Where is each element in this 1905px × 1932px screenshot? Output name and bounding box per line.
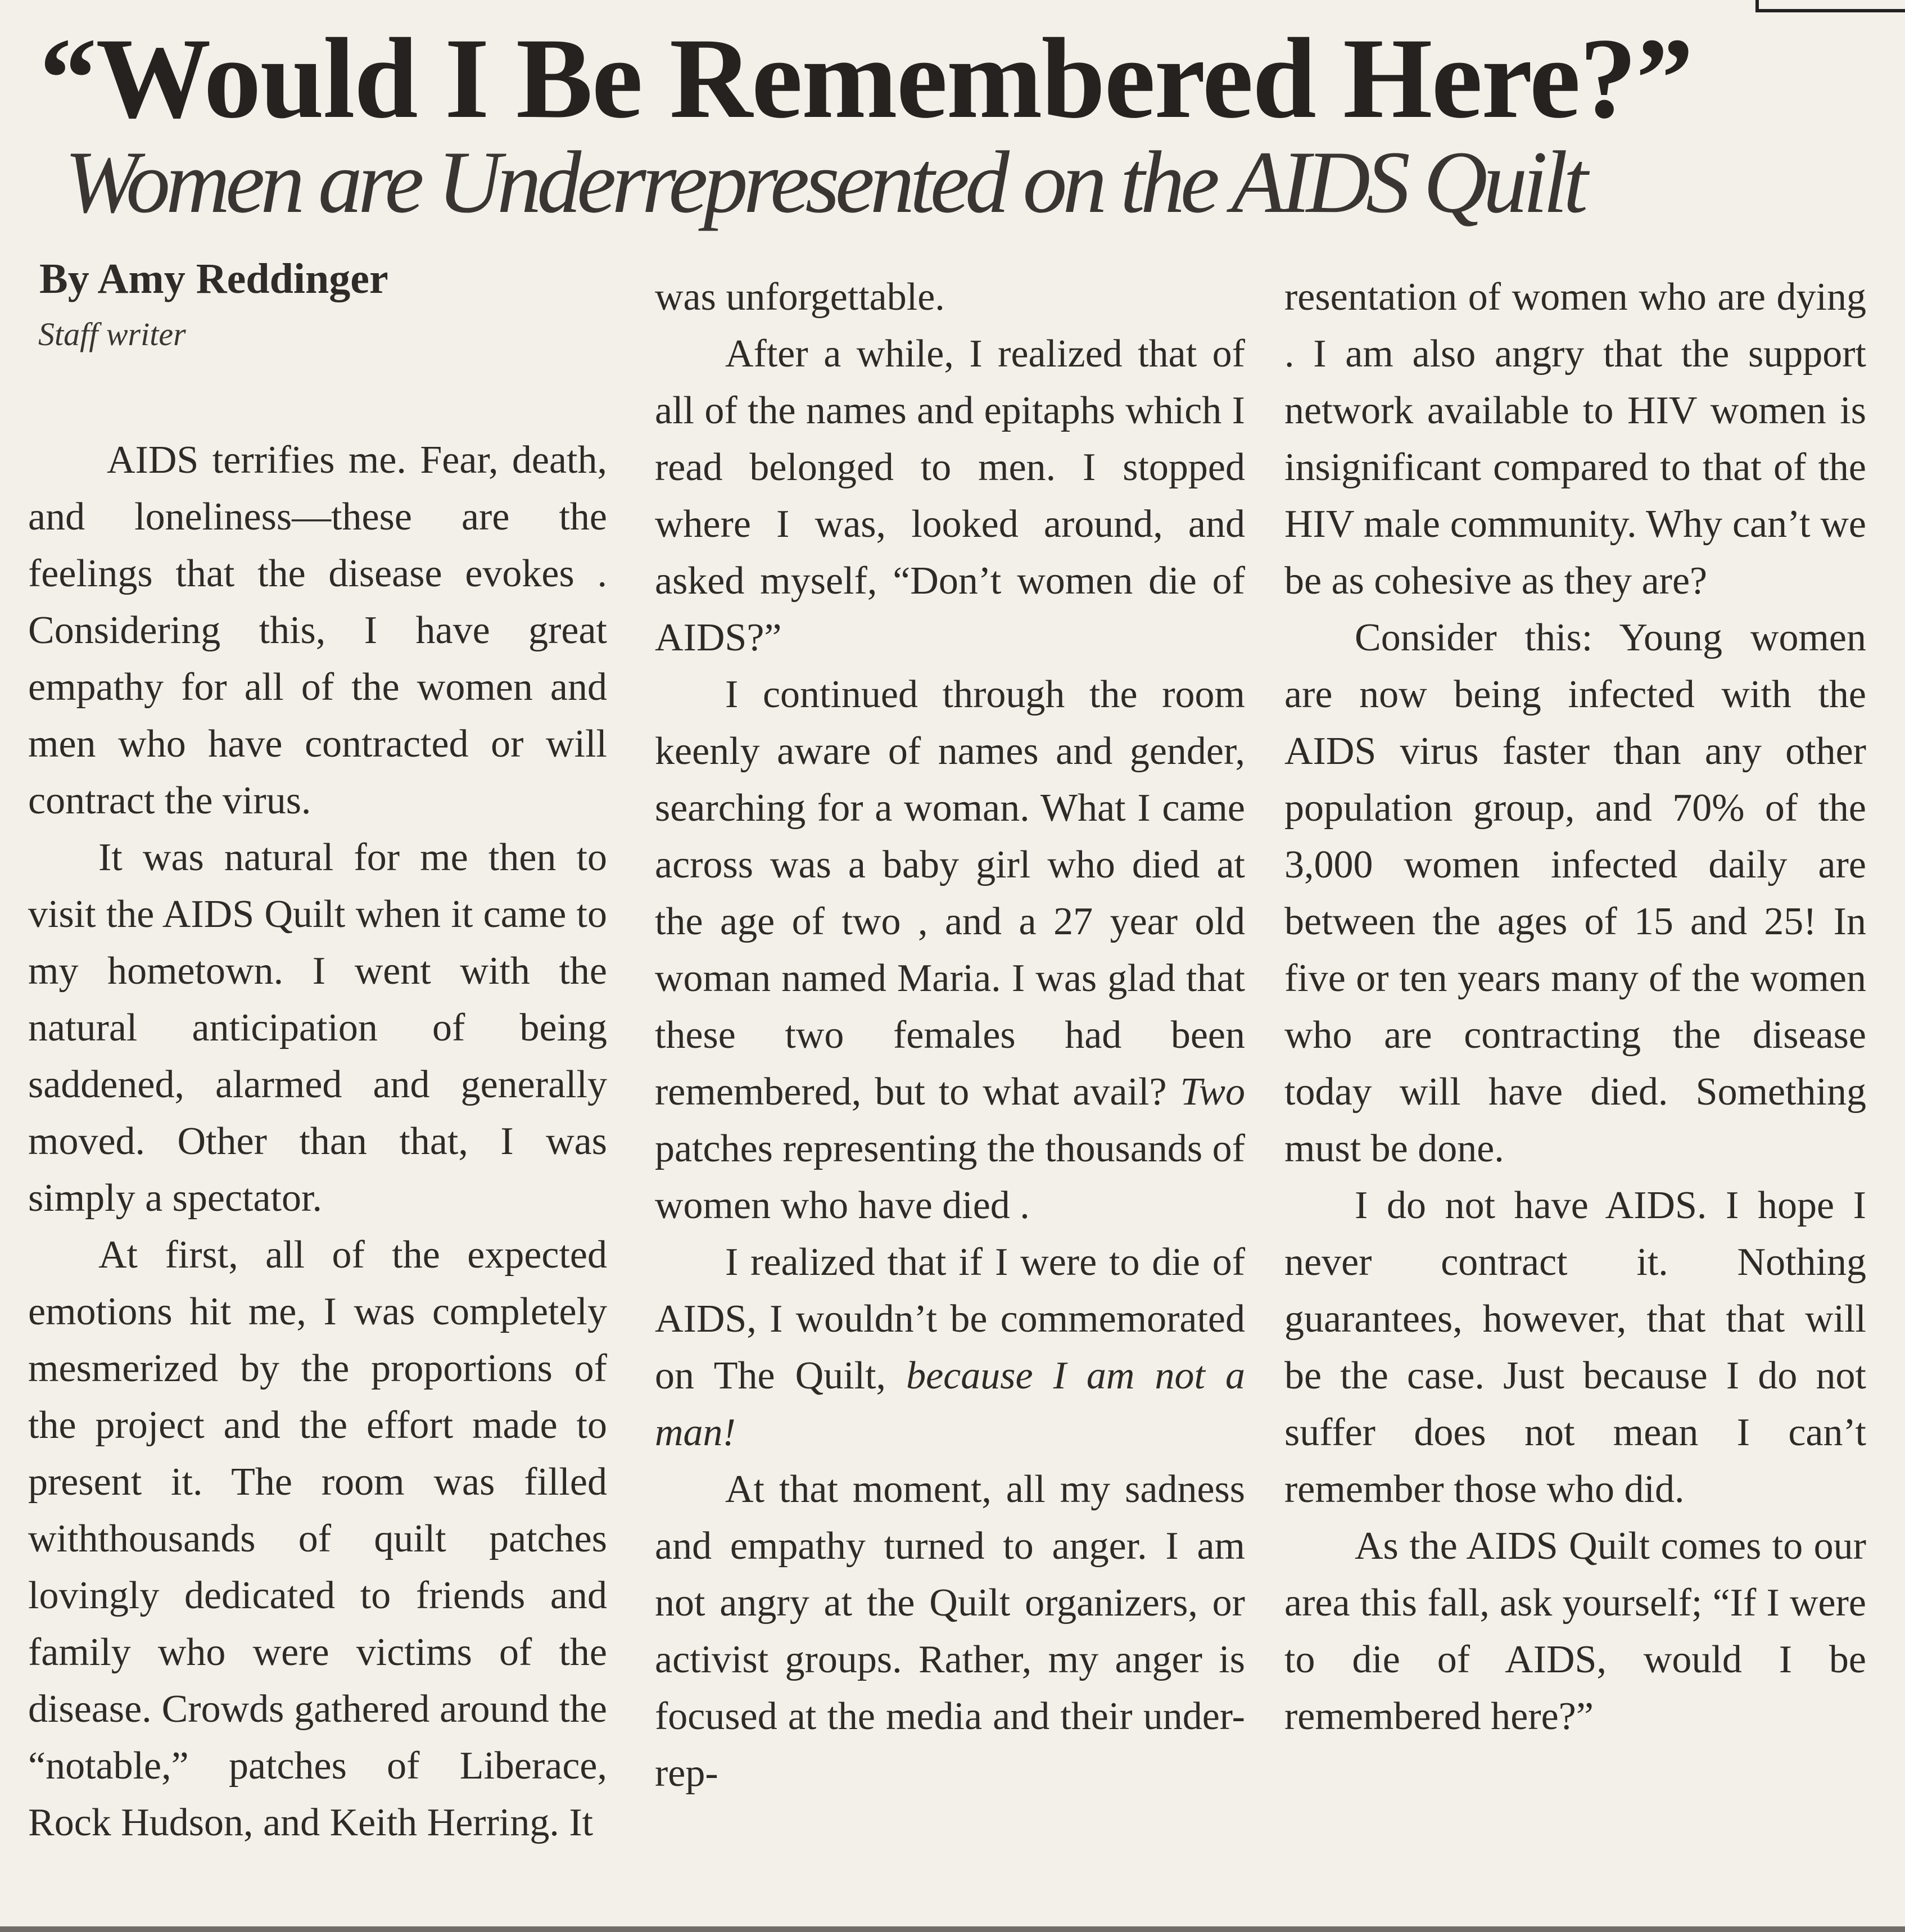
- headline: “Would I Be Remembered Here?”: [39, 15, 1693, 142]
- paragraph: I do not have AIDS. I hope I never contract it. Nothing guarantees, however, that that will be the case. Just because I do not suffer does not mean I can’t remember those who did.: [1284, 1184, 1866, 1511]
- article-column-1: [28, 432, 607, 1851]
- paragraph-text: patches representing the thousands of women who have died .: [655, 1127, 1245, 1227]
- bottom-border-rule: [0, 1926, 1905, 1932]
- paragraph-text: I realized that if I were to die of AIDS, I wouldn’t be commemorated on The Quilt,: [655, 1241, 1245, 1397]
- paragraph: [655, 1234, 1245, 1461]
- paragraph: Consider this: Young women are now being infected with the AIDS virus faster than any other population group, and 70% of the 3,000 women infected daily are between the ages of 15 and 25! In five or ten years many of the women who are contracting the disease today will have died. Something must be done.: [1284, 616, 1866, 1170]
- paragraph: AIDS terrifies me. Fear, death, and loneliness—these are the feelings that the disease evokes . Considering this, I have great empathy for all of the women and men who have contracted or will contract the virus.: [28, 438, 607, 822]
- paragraph: After a while, I realized that of all of the names and epitaphs which I read belonged to men. I stopped where I was, looked around, and asked myself, “Don’t women die of AIDS?”: [655, 332, 1245, 659]
- paragraph: At that moment, all my sadness and empathy turned to anger. I am not angry at the Quilt organizers, or activist groups. Rather, my anger is focused at the media and their under-rep-: [655, 1468, 1245, 1795]
- byline-role: Staff writer: [38, 316, 186, 352]
- paragraph-continuation: was unforgettable.: [655, 275, 945, 319]
- paragraph: [655, 666, 1245, 1234]
- paragraph: As the AIDS Quilt comes to our area this fall, ask yourself; “If I were to die of AIDS, would I be remembered here?”: [1284, 1524, 1866, 1738]
- paragraph-text: I continued through the room keenly aware of names and gender, searching for a woman. What I came across was a baby girl who died at the age of two , and a 27 year old woman named Maria. I was glad that these two females had been remembered, but to what avail?: [655, 673, 1245, 1114]
- byline: By Amy Reddinger: [39, 255, 388, 302]
- paragraph: It was natural for me then to visit the AIDS Quilt when it came to my hometown. I went with the natural anticipation of being saddened, alarmed and generally moved. Other than that, I was simply a spectator.: [28, 836, 607, 1220]
- paragraph-continuation: resentation of women who are dying . I am also angry that the support network available to HIV women is insignificant compared to that of the HIV male community. Why can’t we be as cohesive as they are?: [1284, 275, 1866, 603]
- top-border-rule: [1755, 0, 1905, 12]
- paragraph: At first, all of the expected emotions hit me, I was completely mesmerized by the proportions of the project and the effort made to present it. The room was filled withthousands of quilt patches lovingly dedicated to friends and family who were victims of the disease. Crowds gathered around the “notable,” patches of Liberace, Rock Hudson, and Keith Herring. It: [28, 1233, 607, 1844]
- emphasis-text: Two: [1180, 1070, 1245, 1114]
- article-column-3: [1284, 269, 1866, 1745]
- emphasis-text: because I am not a man!: [655, 1354, 1246, 1454]
- article-column-2: [655, 269, 1245, 1802]
- subheadline: Women are Underrepresented on the AIDS Quilt: [65, 133, 1584, 232]
